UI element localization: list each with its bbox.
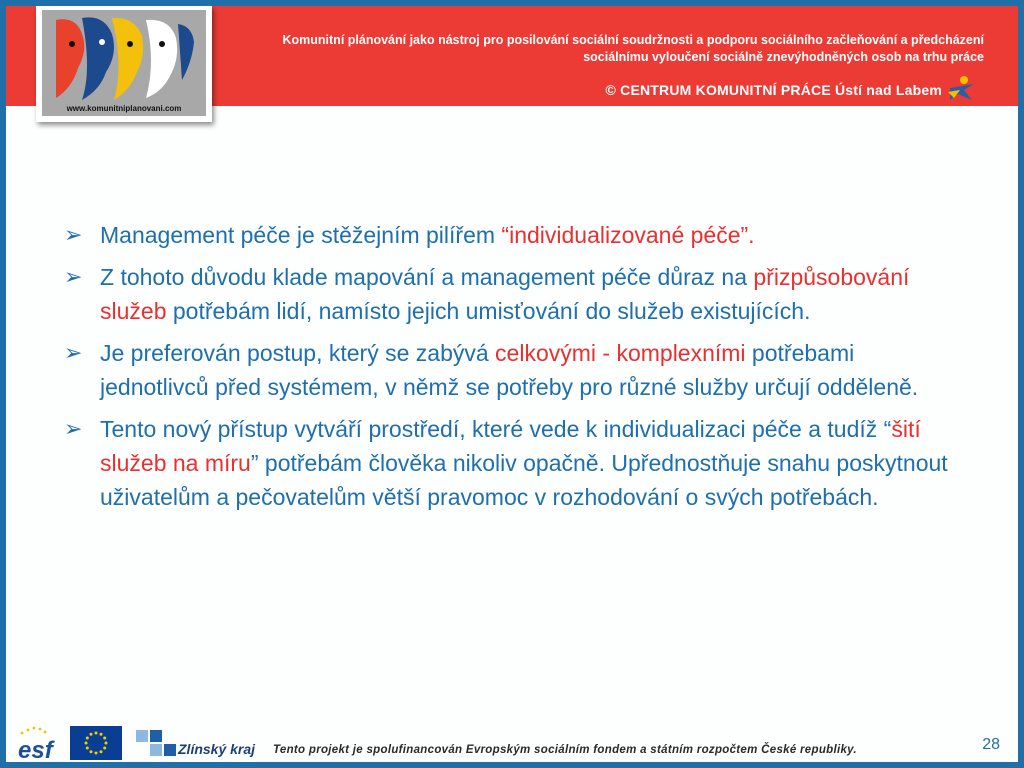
page-number: 28 — [982, 736, 1000, 753]
eu-star-icon — [95, 732, 98, 735]
eu-star-icon — [86, 747, 89, 750]
eu-star-icon — [86, 737, 89, 740]
bullet-item — [64, 336, 964, 404]
header-title-line2: sociálnímu vyloučení sociálně znevýhodněných osob na trhu práce — [583, 50, 984, 64]
bullet-text: ” potřebám člověka nikoliv opačně. Upřednostňuje snahu poskytnout uživatelům a pečovatelům větší pravomoc v rozhodování o svých potřebách. — [100, 450, 948, 510]
arrow-bullet-icon: ➢ — [64, 264, 83, 289]
faces-icon — [42, 10, 206, 104]
bullet-text: Je preferován postup, který se zabývá — [100, 340, 496, 366]
eu-star-icon — [100, 733, 103, 736]
eu-star-icon — [103, 747, 106, 750]
arrow-bullet-icon: ➢ — [64, 222, 83, 247]
bullet-item — [64, 412, 964, 514]
eu-star-icon — [105, 742, 108, 745]
header-copyright: © CENTRUM KOMUNITNÍ PRÁCE Ústí nad Labem — [605, 82, 942, 98]
highlighted-text: přizpůsobování služeb — [100, 264, 910, 324]
eu-star-icon — [100, 750, 103, 753]
bullet-text: Tento nový přístup vytváří prostředí, které vede k individualizaci péče a tudíž “ — [100, 416, 892, 442]
arrow-bullet-icon: ➢ — [64, 340, 83, 365]
bullet-text: Management péče je stěžejním pilířem — [100, 222, 502, 248]
komunitni-planovani-logo — [36, 6, 212, 122]
zlinsky-kraj-logo-icon — [136, 730, 176, 760]
slide — [6, 6, 1018, 762]
esf-label: esf — [18, 737, 53, 760]
header-title — [264, 32, 984, 66]
eu-star-icon — [90, 750, 93, 753]
zlinsky-kraj-label: Zlínský kraj — [178, 741, 256, 757]
eu-star-icon — [90, 733, 93, 736]
eu-flag-icon — [70, 726, 122, 760]
bullet-text: potřebami jednotlivců před systémem, v němž se potřeby pro různé služby určují odděleně. — [100, 340, 919, 400]
bullet-item — [64, 218, 964, 252]
eu-star-icon — [95, 752, 98, 755]
highlighted-text: celkovými - komplexními — [495, 340, 746, 366]
eu-star-icon — [103, 737, 106, 740]
bullet-item — [64, 260, 964, 328]
arrow-bullet-icon: ➢ — [64, 416, 83, 441]
ckp-logo-icon — [944, 74, 980, 102]
highlighted-text: šití služeb na míru — [100, 416, 921, 476]
bullet-text: potřebám lidí, namísto jejich umisťování do služeb existujících. — [166, 298, 811, 324]
footer — [6, 718, 1018, 762]
logo-faces — [42, 10, 206, 104]
highlighted-text: “individualizované péče”. — [501, 222, 755, 248]
footer-funding-text: Tento projekt je spolufinancován Evropským sociálním fondem a státním rozpočtem České republiky. — [273, 744, 857, 756]
eu-star-icon — [85, 742, 88, 745]
bullet-text: Z tohoto důvodu klade mapování a management péče důraz na — [100, 264, 754, 290]
bullet-list — [64, 218, 964, 522]
logo-url: www.komunitniplanovani.com — [42, 102, 206, 116]
header-title-line1: Komunitní plánování jako nástroj pro posilování sociální soudržnosti a podporu sociálního začleňování a předcházení — [282, 33, 984, 47]
esf-logo-icon — [18, 726, 62, 760]
